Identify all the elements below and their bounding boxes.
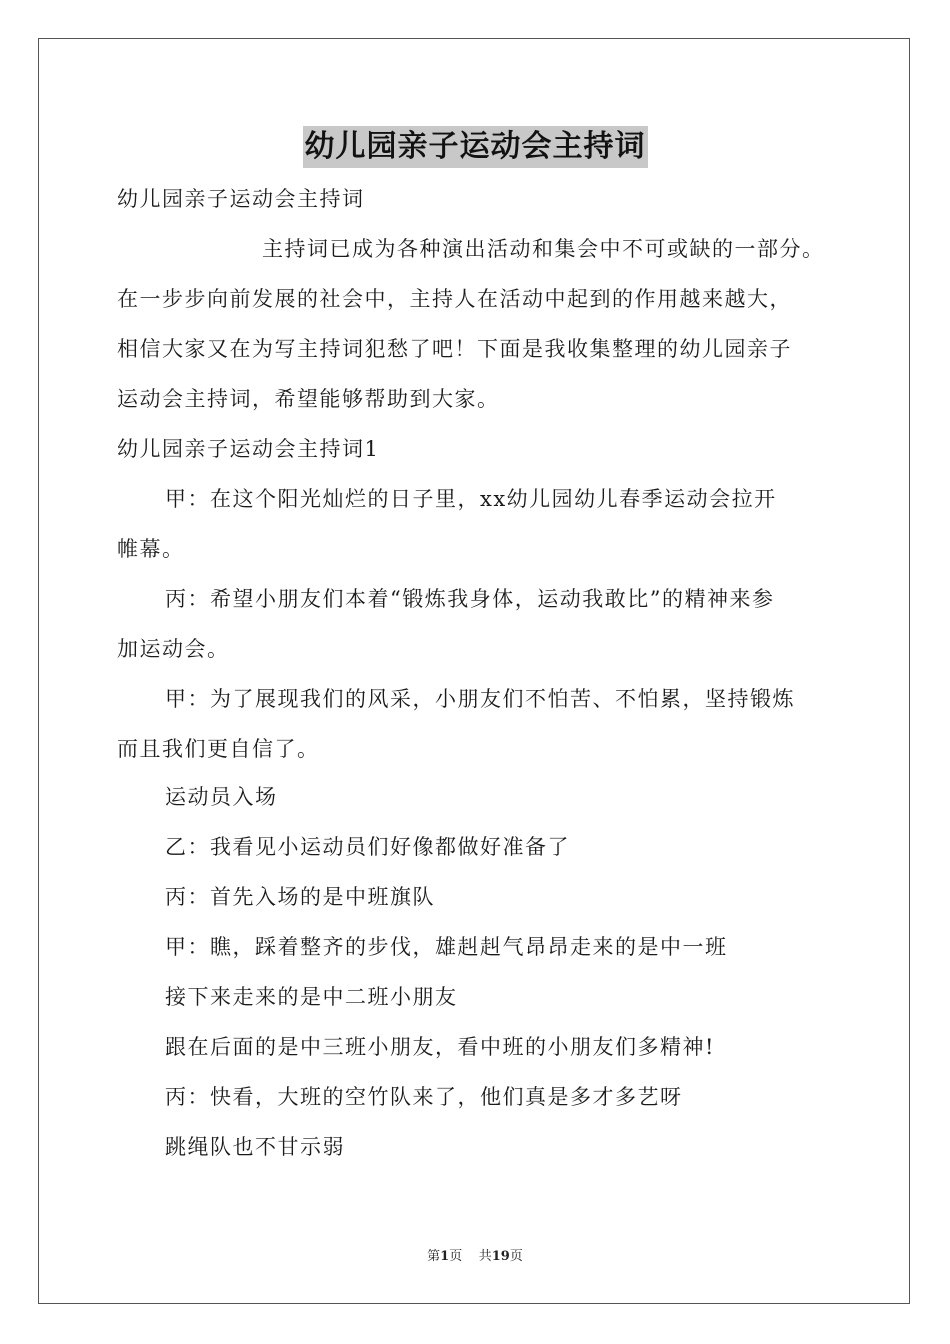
page-prefix: 第 <box>427 1249 441 1264</box>
dialogue-line: 跟在后面的是中三班小朋友，看中班的小朋友们多精神! <box>165 1035 715 1059</box>
page-border <box>38 38 910 1304</box>
paragraph-line: 主持词已成为各种演出活动和集会中不可或缺的一部分。 <box>262 237 825 261</box>
dialogue-line: 甲：瞧，踩着整齐的步伐，雄赳赳气昂昂走来的是中一班 <box>165 935 728 959</box>
paragraph-line: 相信大家又在为写主持词犯愁了吧！下面是我收集整理的幼儿园亲子 <box>117 337 792 361</box>
page-footer <box>0 1248 950 1266</box>
dialogue-line: 运动员入场 <box>165 785 278 809</box>
total-suffix: 页 <box>509 1249 523 1264</box>
page-suffix: 页 <box>449 1249 463 1264</box>
dialogue-line: 跳绳队也不甘示弱 <box>165 1135 345 1159</box>
dialogue-line: 丙：首先入场的是中班旗队 <box>165 885 435 909</box>
subtitle-line: 幼儿园亲子运动会主持词 <box>117 187 365 211</box>
dialogue-line: 乙：我看见小运动员们好像都做好准备了 <box>165 835 570 859</box>
dialogue-line: 帷幕。 <box>117 537 185 561</box>
dialogue-line: 而且我们更自信了。 <box>117 737 320 761</box>
dialogue-line: 甲：为了展现我们的风采，小朋友们不怕苦、不怕累，坚持锻炼 <box>165 687 795 711</box>
page-current: 1 <box>440 1249 450 1264</box>
dialogue-line: 接下来走来的是中二班小朋友 <box>165 985 458 1009</box>
dialogue-line: 丙：快看，大班的空竹队来了，他们真是多才多艺呀 <box>165 1085 683 1109</box>
paragraph-line: 运动会主持词，希望能够帮助到大家。 <box>117 387 500 411</box>
dialogue-line: 加运动会。 <box>117 637 230 661</box>
paragraph-line: 在一步步向前发展的社会中，主持人在活动中起到的作用越来越大， <box>117 287 792 311</box>
total-prefix: 共 <box>478 1249 492 1264</box>
dialogue-line: 丙：希望小朋友们本着“锻炼我身体，运动我敢比”的精神来参 <box>165 587 775 611</box>
title-container <box>0 126 950 168</box>
dialogue-line: 甲：在这个阳光灿烂的日子里，xx幼儿园幼儿春季运动会拉开 <box>165 487 777 511</box>
section-heading: 幼儿园亲子运动会主持词1 <box>117 437 380 461</box>
page-total: 19 <box>491 1249 510 1264</box>
document-title: 幼儿园亲子运动会主持词 <box>303 126 648 168</box>
